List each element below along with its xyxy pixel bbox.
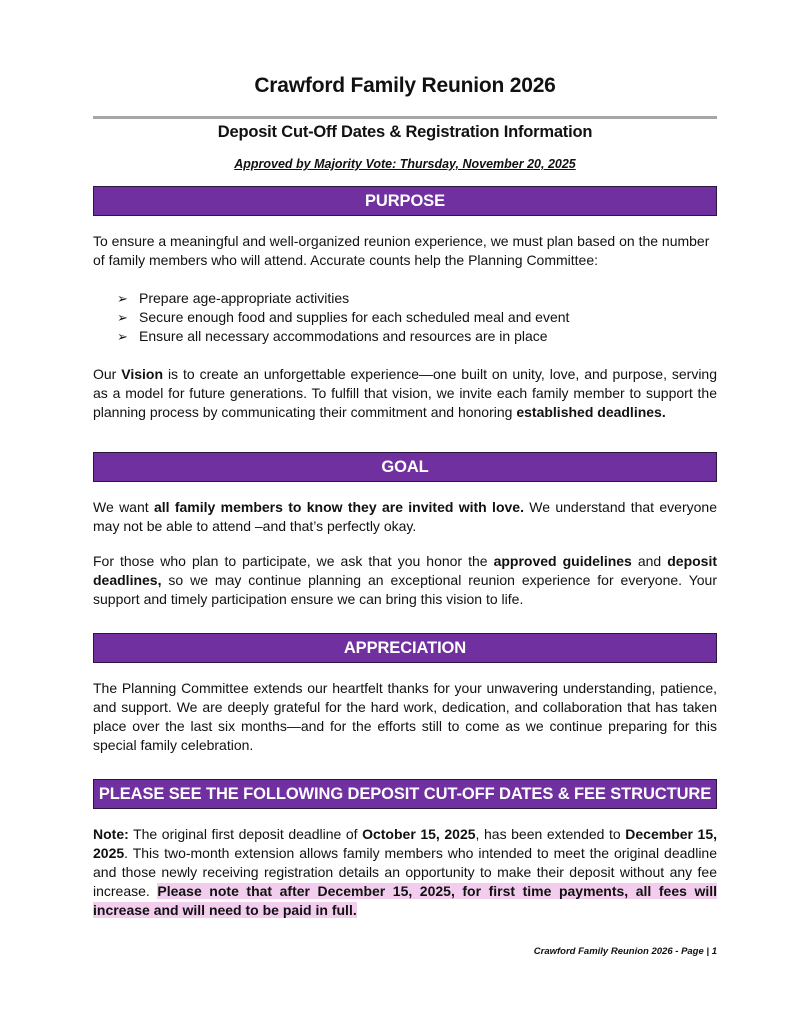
highlighted-fee-warning: Please note that after December 15, 2025, for first time payments, all fees will increase and will need to be paid in full. <box>93 883 718 918</box>
document-title: Crawford Family Reunion 2026 <box>254 74 556 97</box>
title-divider <box>93 116 717 119</box>
section-heading-appreciation: APPRECIATION <box>93 633 717 663</box>
approval-note: Approved by Majority Vote: Thursday, November 20, 2025 <box>234 157 576 171</box>
goal-paragraph-2: For those who plan to participate, we ask that you honor the approved guidelines and deposit deadlines, so we may continue planning an exceptional reunion experience for everyone. Your support and timely participation ensure we can bring this vision to life. <box>93 553 718 607</box>
document-subtitle: Deposit Cut-Off Dates & Registration Information <box>217 123 593 141</box>
page-footer: Crawford Family Reunion 2026 - Page | 1 <box>533 946 717 957</box>
purpose-bullet-list <box>93 289 717 346</box>
arrowhead-bullet-icon: ➢ <box>117 291 128 306</box>
list-item: ➢ Secure enough food and supplies for each scheduled meal and event <box>117 309 570 325</box>
goal-paragraph-1: We want all family members to know they are invited with love. We understand that everyone may not be able to attend –and that’s perfectly okay. <box>93 499 717 534</box>
section-heading-fee-structure: PLEASE SEE THE FOLLOWING DEPOSIT CUT-OFF DATES & FEE STRUCTURE <box>93 779 717 809</box>
arrowhead-bullet-icon: ➢ <box>117 310 128 325</box>
section-heading-goal: GOAL <box>93 452 717 482</box>
list-item: ➢ Prepare age-appropriate activities <box>117 290 350 306</box>
purpose-intro: To ensure a meaningful and well-organized reunion experience, we must plan based on the number of family members who will attend. Accurate counts help the Planning Committee: <box>93 233 710 268</box>
arrowhead-bullet-icon: ➢ <box>117 329 128 344</box>
deadline-note-paragraph: Note: The original first deposit deadline of October 15, 2025, has been extended to December 15, 2025. This two-month extension allows family members who intended to meet the original deadline and those newly receiving registration details an opportunity to make their deposit without any fee increase. Please note that after December 15, 2025, for first time payments, all fees will increase and will need to be paid in full. <box>93 826 718 918</box>
list-item: ➢ Ensure all necessary accommodations and resources are in place <box>117 328 548 344</box>
vision-paragraph: Our Vision is to create an unforgettable experience—one built on unity, love, and purpose, serving as a model for future generations. To fulfill that vision, we invite each family member to support the planning process by communicating their commitment and honoring established deadlines. <box>93 366 717 420</box>
section-heading-purpose: PURPOSE <box>93 186 717 216</box>
appreciation-paragraph: The Planning Committee extends our heartfelt thanks for your unwavering understanding, patience, and support. We are deeply grateful for the hard work, dedication, and collaboration that has taken place over the last six months—and for the efforts still to come as we continue preparing for this special family celebration. <box>93 680 717 753</box>
